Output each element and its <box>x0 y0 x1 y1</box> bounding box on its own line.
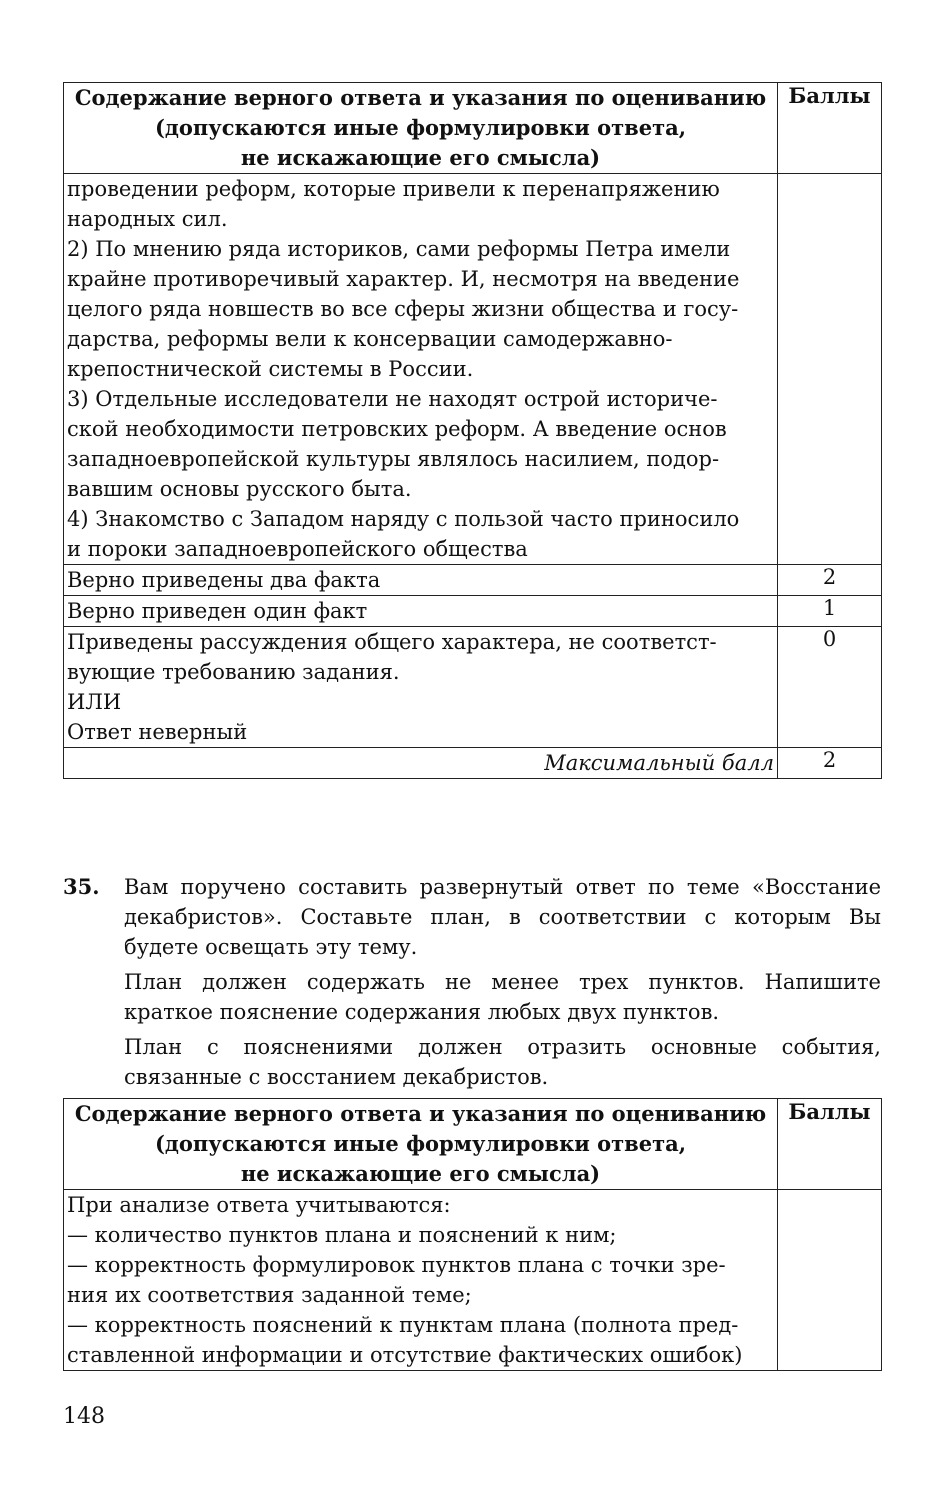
content-line: — корректность формулировок пунктов плана с точки зре- <box>67 1253 726 1277</box>
criterion-line: вующие требованию задания. <box>67 660 400 684</box>
content-line: — количество пунктов плана и пояснений к ним; <box>67 1223 617 1247</box>
task-paragraph: Вам поручено составить развернутый ответ по теме «Восстание декабристов». Составьте план, в соответствии с которым Вы будете освещать эту тему. <box>124 875 881 959</box>
table-row <box>64 174 882 565</box>
content-line: вавшим основы русского быта. <box>67 477 412 501</box>
content-line: и пороки западноевропейского общества <box>67 537 528 561</box>
content-line: народных сил. <box>67 207 228 231</box>
task-35 <box>63 872 881 1097</box>
score-cell: 1 <box>778 596 882 627</box>
content-line: 4) Знакомство с Западом наряду с пользой часто приносило <box>67 507 740 531</box>
table-row <box>64 596 882 627</box>
points-header: Баллы <box>778 1099 882 1190</box>
answer-content <box>64 1190 778 1371</box>
criterion-line: Верно приведен один факт <box>67 599 368 623</box>
criterion-line: Верно приведены два факта <box>67 568 381 592</box>
content-line: дарства, реформы вели к консервации самодержавно- <box>67 327 673 351</box>
content-line: крайне противоречивый характер. И, несмотря на введение <box>67 267 740 291</box>
header-line: (допускаются иные формулировки ответа, <box>154 1131 687 1156</box>
page-number: 148 <box>63 1404 105 1429</box>
content-line: проведении реформ, которые привели к перенапряжению <box>67 177 720 201</box>
grading-table-1 <box>63 82 882 779</box>
max-score-label: Максимальный балл <box>64 748 778 779</box>
header-line: (допускаются иные формулировки ответа, <box>154 115 687 140</box>
content-header <box>64 1099 778 1190</box>
content-line: 3) Отдельные исследователи не находят острой историче- <box>67 387 718 411</box>
header-line: Содержание верного ответа и указания по оцениванию <box>74 1101 767 1126</box>
table-row <box>64 627 882 748</box>
content-line: целого ряда новшеств во все сферы жизни общества и госу- <box>67 297 739 321</box>
content-line: ставленной информации и отсутствие фактических ошибок) <box>67 1343 743 1367</box>
header-line: Содержание верного ответа и указания по оцениванию <box>74 85 767 110</box>
max-score-row <box>64 748 882 779</box>
task-number: 35. <box>63 874 100 899</box>
answer-content <box>64 174 778 565</box>
content-line: ской необходимости петровских реформ. А введение основ <box>67 417 727 441</box>
table-row <box>64 1190 882 1371</box>
max-score-value: 2 <box>778 748 882 779</box>
content-line: 2) По мнению ряда историков, сами реформы Петра имели <box>67 237 731 261</box>
empty-score-cell <box>778 174 882 565</box>
criterion-line: Ответ неверный <box>67 720 248 744</box>
table-header-row <box>64 83 882 174</box>
content-line: западноевропейской культуры являлось насилием, подор- <box>67 447 720 471</box>
criterion-text <box>64 565 778 596</box>
task-text <box>124 872 881 1092</box>
criterion-text <box>64 627 778 748</box>
score-cell: 0 <box>778 627 882 748</box>
content-line: — корректность пояснений к пунктам плана (полнота пред- <box>67 1313 739 1337</box>
content-header <box>64 83 778 174</box>
task-paragraph: План должен содержать не менее трех пунктов. Напишите краткое пояснение содержания любых двух пунктов. <box>124 970 881 1024</box>
table-row <box>64 565 882 596</box>
table-header-row <box>64 1099 882 1190</box>
empty-score-cell <box>778 1190 882 1371</box>
criterion-line: ИЛИ <box>67 690 122 714</box>
points-header: Баллы <box>778 83 882 174</box>
content-line: ния их соответствия заданной теме; <box>67 1283 472 1307</box>
score-cell: 2 <box>778 565 882 596</box>
task-paragraph: План с пояснениями должен отразить основные события, связанные с восстанием декабристов. <box>124 1035 881 1089</box>
criterion-line: Приведены рассуждения общего характера, не соответст- <box>67 630 717 654</box>
grading-table-2 <box>63 1098 882 1371</box>
header-line: не искажающие его смысла) <box>240 145 601 170</box>
content-line: крепостнической системы в России. <box>67 357 474 381</box>
content-line: При анализе ответа учитываются: <box>67 1193 451 1217</box>
criterion-text <box>64 596 778 627</box>
header-line: не искажающие его смысла) <box>240 1161 601 1186</box>
